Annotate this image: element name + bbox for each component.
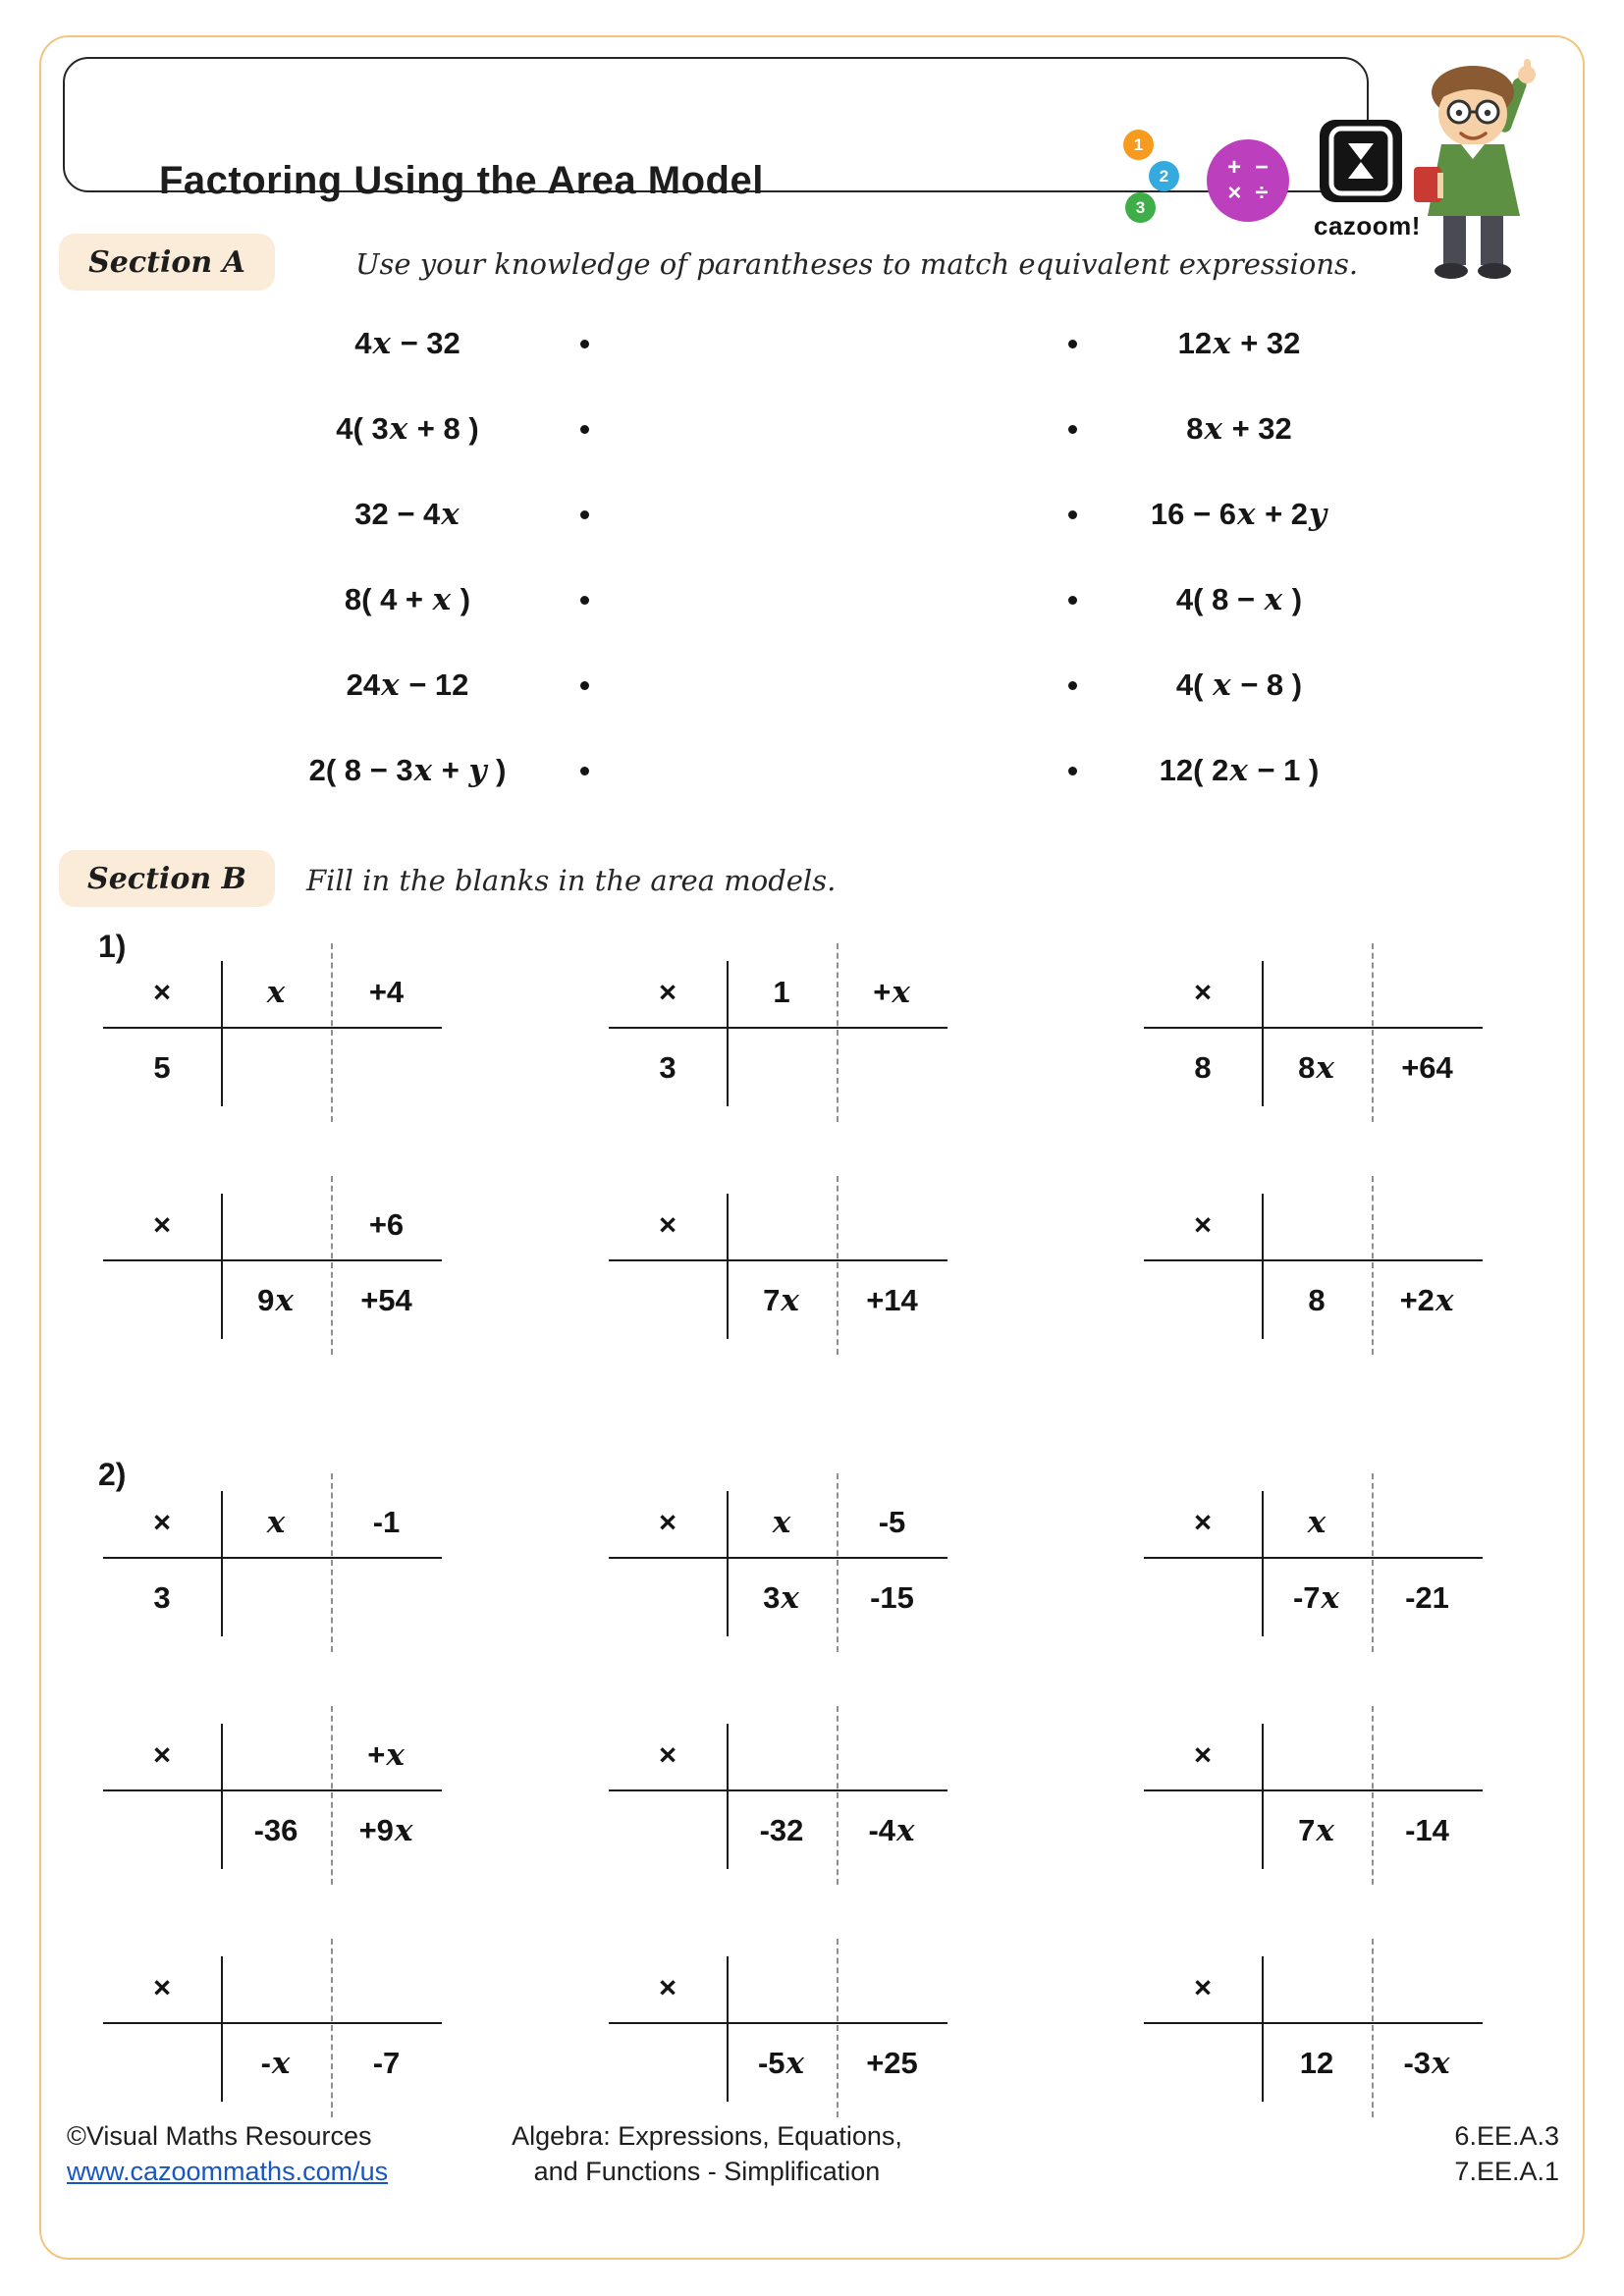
expression-right: 8x + 32 (1186, 411, 1292, 447)
match-row (250, 407, 1386, 451)
model-left-factor: 3 (659, 1050, 677, 1085)
match-dot-icon (580, 767, 589, 775)
plus-icon: + (1226, 154, 1241, 181)
expression-right: 4( x − 8 ) (1175, 667, 1303, 703)
multiply-icon: × (1227, 180, 1242, 206)
section-a-instruction: Use your knowledge of parantheses to match equivalent expressions. (355, 247, 1359, 281)
model-cell-1: 12 (1299, 2046, 1334, 2080)
teacher-icon (1386, 49, 1573, 283)
model-left-factor: 3 (153, 1580, 171, 1615)
area-model (103, 1952, 442, 2104)
footer-center (412, 2118, 1001, 2189)
group-2-number: 2) (98, 1457, 127, 1492)
times-icon: × (152, 1970, 172, 2004)
footer-topic-line1: Algebra: Expressions, Equations, (512, 2121, 902, 2151)
footer-url-link[interactable]: www.cazoommaths.com/us (67, 2157, 389, 2186)
area-model (1144, 1487, 1483, 1638)
area-model (1144, 1952, 1483, 2104)
times-icon: × (1193, 1505, 1213, 1539)
area-model (1144, 957, 1483, 1108)
model-top-factor-2 (1372, 1190, 1483, 1260)
times-icon: × (152, 1207, 172, 1242)
model-top-factor-1 (727, 1190, 837, 1260)
model-cell-1: 8 x (1298, 1050, 1334, 1086)
model-top-factor-2: + x (873, 975, 910, 1010)
match-dot-icon (1068, 425, 1077, 434)
cazoom-logo-text: cazoom! (1314, 211, 1421, 240)
expression-left: 32 − 4x (354, 497, 460, 532)
match-dot-icon (1068, 681, 1077, 690)
model-top-factor-1: x (266, 1505, 286, 1540)
model-left-factor (103, 1260, 221, 1341)
model-cell-2 (331, 1028, 442, 1108)
model-cell-1: 7 x (1298, 1813, 1334, 1848)
model-top-factor-1: x (266, 975, 286, 1010)
model-cell-1 (221, 1558, 331, 1638)
expression-right: 12x + 32 (1177, 326, 1301, 361)
model-cell-2: +25 (866, 2046, 918, 2080)
model-cell-2: +9 x (358, 1813, 413, 1848)
model-cell-2: -21 (1405, 1580, 1449, 1615)
model-top-factor-2: -1 (372, 1505, 401, 1539)
divide-icon: ÷ (1255, 180, 1269, 206)
area-model (103, 1190, 442, 1341)
model-top-factor-1 (221, 1720, 331, 1790)
times-icon: × (1193, 1207, 1213, 1242)
model-left-factor (1144, 1558, 1262, 1638)
model-top-factor-2: +6 (368, 1207, 405, 1242)
model-top-factor-2 (331, 1952, 442, 2023)
times-icon: × (152, 1505, 172, 1539)
area-model (1144, 1720, 1483, 1871)
math-operators-icon (1207, 139, 1289, 222)
page-title: Factoring Using the Area Model (159, 159, 764, 202)
model-cell-1: 3 x (763, 1580, 799, 1616)
area-model (103, 957, 442, 1108)
number-badge-icon: 3 (1125, 192, 1156, 223)
model-top-factor-2 (1372, 957, 1483, 1028)
model-top-factor-2 (837, 1190, 947, 1260)
match-dot-icon (580, 681, 589, 690)
model-top-factor-1 (221, 1190, 331, 1260)
model-left-factor (609, 1558, 727, 1638)
area-model (609, 1190, 947, 1341)
model-cell-1: -5 x (757, 2046, 805, 2081)
times-icon: × (1193, 975, 1213, 1009)
model-cell-1 (221, 1028, 331, 1108)
model-left-factor (609, 1260, 727, 1341)
match-dot-icon (1068, 510, 1077, 519)
model-cell-2: +64 (1401, 1050, 1453, 1085)
expression-left: 4( 3x + 8 ) (336, 411, 479, 447)
model-top-factor-2 (837, 1952, 947, 2023)
section-b-label: Section B (59, 850, 275, 907)
match-dot-icon (1068, 340, 1077, 348)
model-cell-2: -14 (1405, 1813, 1449, 1847)
times-icon: × (1193, 1970, 1213, 2004)
times-icon: × (658, 975, 677, 1009)
match-row (250, 749, 1386, 792)
standard-code-1: 6.EE.A.3 (1454, 2121, 1559, 2151)
match-dot-icon (1068, 767, 1077, 775)
model-cell-2: +14 (866, 1283, 918, 1317)
model-left-factor (103, 1790, 221, 1871)
model-cell-2: +2 x (1399, 1283, 1454, 1318)
area-model (609, 1487, 947, 1638)
number-badge-icon: 2 (1149, 161, 1179, 191)
model-top-factor-1: x (772, 1505, 791, 1540)
times-icon: × (1193, 1737, 1213, 1772)
expression-right: 4( 8 − x ) (1175, 582, 1303, 617)
teacher-illustration (1386, 49, 1573, 288)
expression-left: 8( 4 + x ) (344, 582, 471, 617)
model-cell-1: 7 x (763, 1283, 799, 1318)
times-icon: × (658, 1207, 677, 1242)
model-top-factor-2 (1372, 1720, 1483, 1790)
minus-icon: − (1255, 154, 1270, 181)
model-top-factor-1 (727, 1720, 837, 1790)
model-top-factor-1: 1 (773, 975, 790, 1009)
match-row (250, 322, 1386, 365)
expression-left: 2( 8 − 3x + y ) (308, 753, 507, 788)
match-row (250, 493, 1386, 536)
model-top-factor-2 (1372, 1952, 1483, 2023)
model-top-factor-2: + x (367, 1737, 405, 1773)
model-top-factor-2 (1372, 1487, 1483, 1558)
footer-left (67, 2118, 388, 2189)
group-1-number: 1) (98, 929, 127, 964)
match-dot-icon (580, 596, 589, 605)
model-cell-2: -7 (372, 2046, 401, 2080)
model-top-factor-2: +4 (368, 975, 405, 1009)
expression-right: 16 − 6x + 2y (1150, 497, 1327, 532)
model-left-factor (103, 2023, 221, 2104)
area-model (609, 1952, 947, 2104)
expression-left: 4x − 32 (354, 326, 460, 361)
expression-left: 24x − 12 (346, 667, 469, 703)
model-top-factor-1 (1262, 957, 1372, 1028)
model-left-factor (1144, 1790, 1262, 1871)
footer-topic-line2: and Functions - Simplification (533, 2157, 881, 2186)
model-cell-2 (331, 1558, 442, 1638)
model-cell-1: -36 (253, 1813, 298, 1847)
times-icon: × (658, 1737, 677, 1772)
model-top-factor-1 (1262, 1190, 1372, 1260)
model-left-factor (1144, 2023, 1262, 2104)
model-top-factor-1 (1262, 1952, 1372, 2023)
times-icon: × (658, 1505, 677, 1539)
model-left-factor (609, 2023, 727, 2104)
section-a-label: Section A (59, 234, 275, 291)
match-dot-icon (580, 510, 589, 519)
match-row (250, 664, 1386, 707)
model-left-factor: 5 (153, 1050, 171, 1085)
model-cell-1: 9 x (257, 1283, 294, 1318)
times-icon: × (152, 975, 172, 1009)
model-left-factor (1144, 1260, 1262, 1341)
area-model (103, 1720, 442, 1871)
header-box (63, 57, 1421, 240)
match-dot-icon (580, 340, 589, 348)
area-model (103, 1487, 442, 1638)
model-top-factor-2 (837, 1720, 947, 1790)
model-left-factor (609, 1790, 727, 1871)
model-cell-1: - x (260, 2046, 291, 2081)
model-left-factor: 8 (1194, 1050, 1212, 1085)
model-cell-1 (727, 1028, 837, 1108)
model-cell-1: -7 x (1292, 1580, 1340, 1616)
model-top-factor-1 (221, 1952, 331, 2023)
match-dot-icon (580, 425, 589, 434)
model-top-factor-1 (1262, 1720, 1372, 1790)
page-border (39, 35, 1585, 2260)
model-cell-2: -15 (870, 1580, 914, 1615)
model-top-factor-2: -5 (878, 1505, 906, 1539)
expression-right: 12( 2x − 1 ) (1159, 753, 1320, 788)
model-top-factor-1 (727, 1952, 837, 2023)
footer-standards (1454, 2118, 1559, 2189)
times-icon: × (658, 1970, 677, 2004)
model-cell-1: -32 (759, 1813, 804, 1847)
area-model (609, 1720, 947, 1871)
number-badge-icon: 1 (1123, 130, 1154, 160)
area-model (1144, 1190, 1483, 1341)
model-cell-2: +54 (360, 1283, 412, 1317)
standard-code-2: 7.EE.A.1 (1454, 2157, 1559, 2186)
area-model (609, 957, 947, 1108)
model-cell-2: -4 x (868, 1813, 915, 1848)
footer-copyright: ©Visual Maths Resources (67, 2121, 372, 2151)
model-cell-1: 8 (1308, 1283, 1326, 1317)
section-b-instruction: Fill in the blanks in the area models. (306, 864, 837, 897)
times-icon: × (152, 1737, 172, 1772)
model-cell-2 (837, 1028, 947, 1108)
model-top-factor-1: x (1307, 1505, 1326, 1540)
match-dot-icon (1068, 596, 1077, 605)
model-cell-2: -3 x (1403, 2046, 1450, 2081)
match-row (250, 578, 1386, 621)
